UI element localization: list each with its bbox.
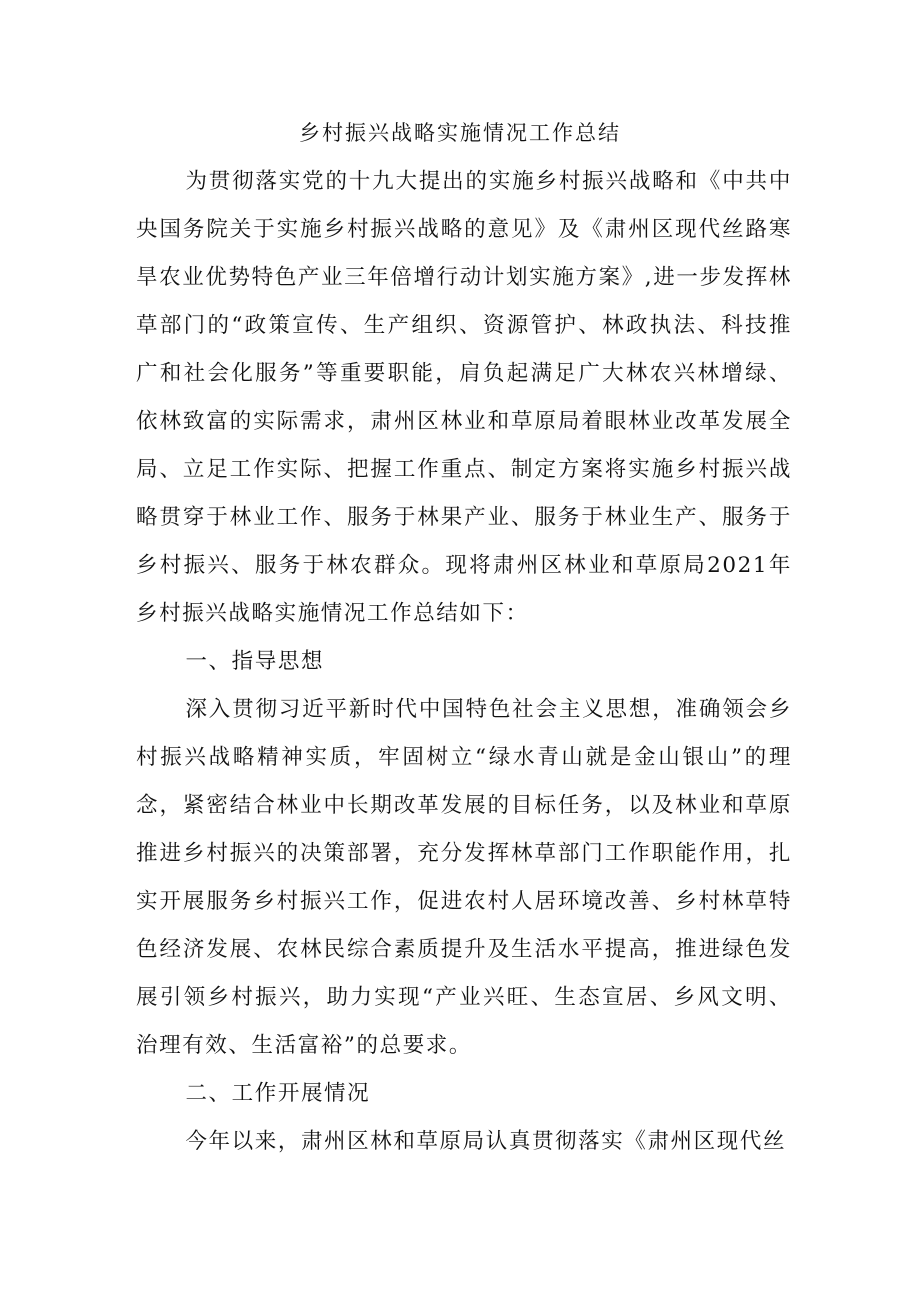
guiding-ideology-paragraph: 深入贯彻习近平新时代中国特色社会主义思想，准确领会乡村振兴战略精神实质，牢固树立“绿水青山就是金山银山”的理念，紧密结合林业中长期改革发展的目标任务，以及林业和草原推进乡村振兴的决策部署，充分发挥林草部门工作职能作用，扎实开展服务乡村振兴工作，促进农村人居环境改善、乡村林草特色经济发展、农林民综合素质提升及生活水平提高，推进绿色发展引领乡村振兴，助力实现“产业兴旺、生态宣居、乡风文明、治理有效、生活富裕”的总要求。 bbox=[136, 697, 792, 1058]
section-heading-guiding-ideology: 一、指导思想 bbox=[185, 649, 325, 674]
work-progress-paragraph: 今年以来，肃州区林和草原局认真贯彻落实《肃州区现代丝 bbox=[185, 1129, 787, 1154]
document-title: 乡村振兴战略实施情况工作总结 bbox=[299, 121, 621, 145]
intro-paragraph: 为贯彻落实党的十九大提出的实施乡村振兴战略和《中共中央国务院关于实施乡村振兴战略的意见》及《肃州区现代丝路寒旱农业优势特色产业三年倍增行动计划实施方案》,进一步发挥林草部门的“政策宣传、生产组织、资源管护、林政执法、科技推广和社会化服务”等重要职能，肩负起满足广大林农兴林增绿、依林致富的实际需求，肃州区林业和草原局着眼林业改革发展全局、立足工作实际、把握工作重点、制定方案将实施乡村振兴战略贯穿于林业工作、服务于林果产业、服务于林业生产、服务于乡村振兴、服务于林农群众。现将肃州区林业和草原局2021年乡村振兴战略实施情况工作总结如下： bbox=[136, 169, 792, 626]
document-body bbox=[136, 158, 792, 1166]
section-heading-work-progress: 二、工作开展情况 bbox=[185, 1081, 371, 1106]
